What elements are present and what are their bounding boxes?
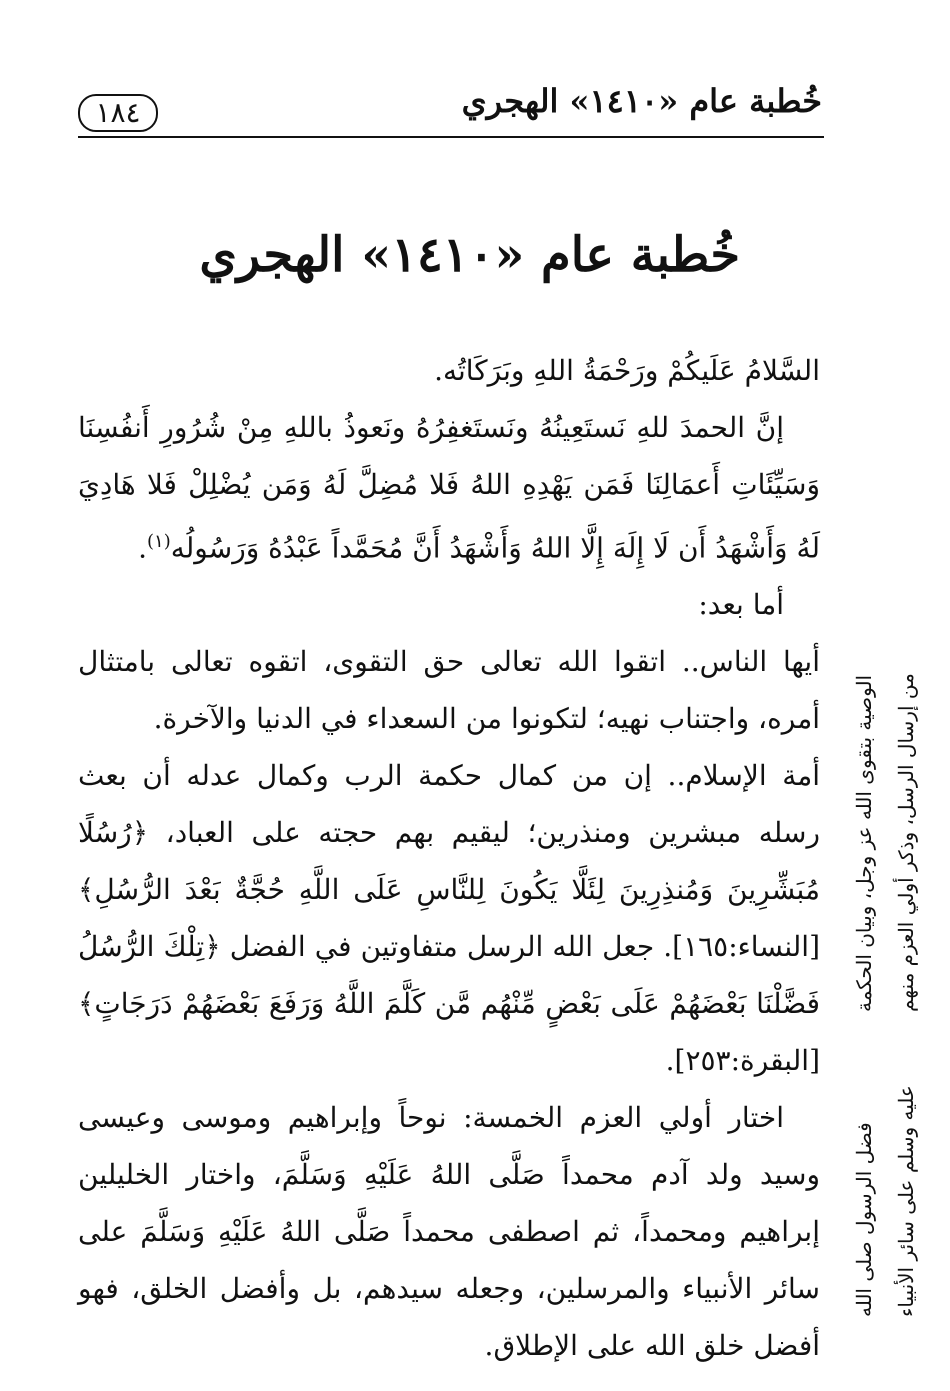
page-number: ١٨٤ xyxy=(78,94,158,132)
side-note-prophet-virtue: فضل الرسول صلى الله xyxy=(852,1122,876,1317)
messengers-paragraph: أمة الإسلام.. إن من كمال حكمة الرب وكمال عدله أن بعث رسله مبشرين ومنذرين؛ ليقيم بهم حجته على العباد، ﴿رُسُلًا مُبَشِّرِينَ وَمُنذِرِينَ لِئَلَّا يَكُونَ لِلنَّاسِ عَلَى اللَّهِ حُجَّةٌ بَعْدَ الرُّسُلِ﴾ [النساء:١٦٥]. جعل الله الرسل متفاوتين في الفضل ﴿تِلْكَ الرُّسُلُ فَضَّلْنَا بَعْضَهُمْ عَلَى بَعْضٍ مِّنْهُم مَّن كَلَّمَ اللَّهُ وَرَفَعَ بَعْضَهُمْ دَرَجَاتٍ﴾ [البقرة:٢٥٣]. xyxy=(78,759,820,1078)
opening-praise-text: إنَّ الحمدَ للهِ نَستَعِينُهُ ونَستَغفِرُهُ ونَعوذُ باللهِ مِنْ شُرُورِ أَنفُسِنَا وَسَيِّئَاتِ أَعمَالِنَا فَمَن يَهْدِهِ اللهُ فَلا مُضِلَّ لَهُ وَمَن يُضْلِلْ فَلا هَادِيَ لَهُ وَأَشْهَدُ أَن لَا إِلَهَ إِلَّا اللهُ وَأَشْهَدُ أَنَّ مُحَمَّداً عَبْدُهُ وَرَسُولُه xyxy=(78,411,820,565)
footnote-marker: (١) xyxy=(147,531,171,552)
amma-bad-paragraph: أما بعد: xyxy=(698,588,784,622)
side-note-over-prophets: عليه وسلم على سائر الأنبياء xyxy=(894,1085,918,1317)
taqwa-paragraph: أيها الناس.. اتقوا الله تعالى حق التقوى، اتقوه تعالى بامتثال أمره، واجتناب نهيه؛ لتكونوا من السعداء في الدنيا والآخرة. xyxy=(78,645,820,736)
side-note-taqwa: الوصية بتقوى الله عز وجل، وبيان الحكمة xyxy=(852,674,876,1012)
greeting-paragraph: السَّلامُ عَلَيكُمْ ورَحْمَةُ اللهِ وبَرَكَاتُه. xyxy=(434,354,820,387)
body-text xyxy=(78,342,820,1374)
khutbah-title: خُطبة عام «١٤١٠» الهجري xyxy=(199,227,740,283)
side-note-wisdom: من إرسال الرسل، وذكر أولي العزم منهم xyxy=(894,673,918,1012)
opening-praise-paragraph: إنَّ الحمدَ للهِ نَستَعِينُهُ ونَستَغفِرُهُ ونَعوذُ باللهِ مِنْ شُرُورِ أَنفُسِنَا وَسَيِّئَاتِ أَعمَالِنَا فَمَن يَهْدِهِ اللهُ فَلا مُضِلَّ لَهُ وَمَن يُضْلِلْ فَلا هَادِيَ لَهُ وَأَشْهَدُ أَن لَا إِلَهَ إِلَّا اللهُ وَأَشْهَدُ أَنَّ مُحَمَّداً عَبْدُهُ وَرَسُولُه$^{(١)}$. xyxy=(78,411,820,565)
header-title: خُطبة عام «١٤١٠» الهجري xyxy=(461,82,822,120)
running-header xyxy=(78,78,824,138)
ulul-azm-paragraph: اختار أولي العزم الخمسة: نوحاً وإبراهيم وموسى وعيسى وسيد ولد آدم محمداً صَلَّى اللهُ عَلَيْهِ وَسَلَّمَ، واختار الخليلين إبراهيم ومحمداً، ثم اصطفى محمداً صَلَّى اللهُ عَلَيْهِ وَسَلَّمَ على سائر الأنبياء والمرسلين، وجعله سيدهم، بل وأفضل الخلق، فهو أفضل خلق الله على الإطلاق. xyxy=(78,1101,820,1363)
